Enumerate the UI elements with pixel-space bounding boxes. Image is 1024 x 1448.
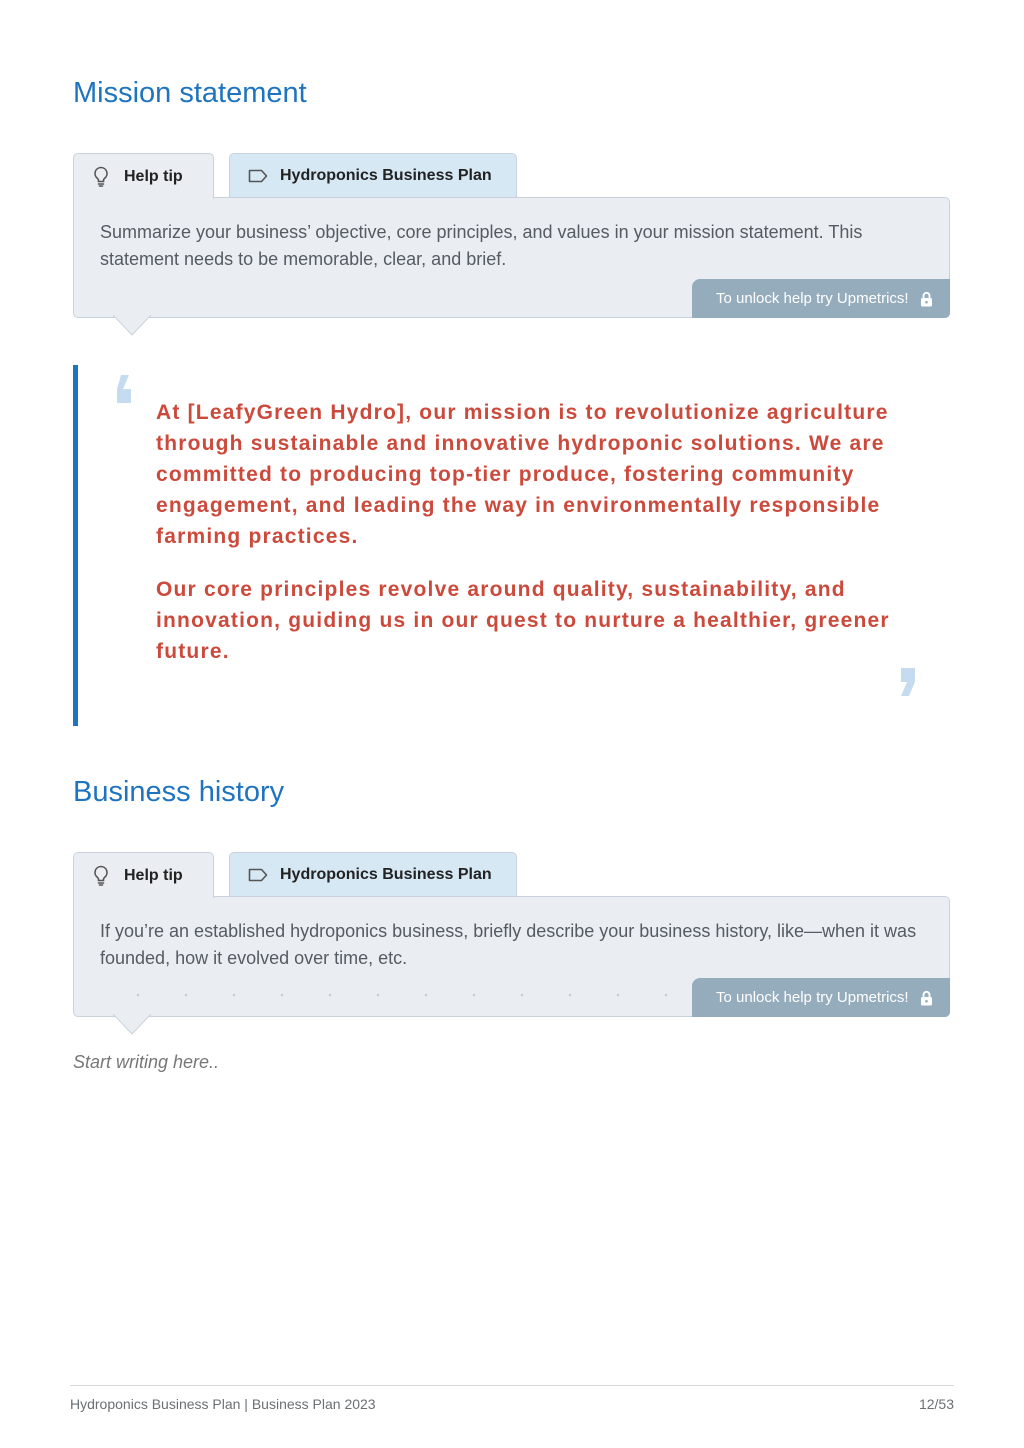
business-history-title: Business history (73, 776, 285, 808)
help-text: Summarize your business’ objective, core principles, and values in your mission statement. This statement needs to be memorable, clear, and brief. (100, 222, 863, 269)
quote-paragraph: At [LeafyGreen Hydro], our mission is to revolutionize agriculture through sustainable and innovative hydroponic solutions. We are committed to producing top-tier produce, fostering community engagement, and leading the way in environmentally responsible farming practices. (156, 401, 889, 548)
mission-quote (73, 365, 950, 726)
lock-icon (920, 990, 933, 1006)
footer-divider (70, 1385, 954, 1386)
close-quote-icon (897, 668, 919, 705)
unlock-label: To unlock help try Upmetrics! (716, 989, 909, 1006)
tab-help-tip[interactable] (73, 852, 214, 898)
tab-help-label: Help tip (124, 866, 183, 884)
unlock-help-button[interactable] (692, 978, 950, 1017)
quote-text (156, 397, 891, 689)
unlock-label: To unlock help try Upmetrics! (716, 290, 909, 307)
footer-page-number: 12/53 (918, 1396, 954, 1412)
tab-business-plan[interactable] (229, 153, 517, 197)
history-placeholder[interactable]: Start writing here.. (73, 1052, 220, 1072)
tab-help-label: Help tip (124, 167, 183, 185)
history-help-box (73, 852, 950, 1037)
tab-plan-label: Hydroponics Business Plan (280, 166, 492, 184)
mission-help-box (73, 153, 950, 338)
tab-plan-label: Hydroponics Business Plan (280, 865, 492, 883)
help-panel (73, 197, 950, 318)
unlock-help-button[interactable] (692, 279, 950, 318)
mission-statement-title: Mission statement (73, 77, 307, 109)
help-text: If you’re an established hydroponics business, briefly describe your business history, like—when it was founded, how it evolved over time, etc. (100, 921, 917, 968)
tag-icon (247, 864, 269, 886)
tab-business-plan[interactable] (229, 852, 517, 896)
open-quote-icon (113, 375, 135, 412)
footer-document-title: Hydroponics Business Plan | Business Plan 2023 (70, 1396, 376, 1412)
lightbulb-icon (92, 865, 110, 887)
quote-paragraph: Our core principles revolve around quality, sustainability, and innovation, guiding us in our quest to nurture a healthier, greener future. (156, 578, 890, 663)
lock-icon (920, 291, 933, 307)
truncated-text-fade (114, 993, 684, 997)
tag-icon (247, 165, 269, 187)
help-panel (73, 896, 950, 1017)
lightbulb-icon (92, 166, 110, 188)
tab-help-tip[interactable] (73, 153, 214, 199)
